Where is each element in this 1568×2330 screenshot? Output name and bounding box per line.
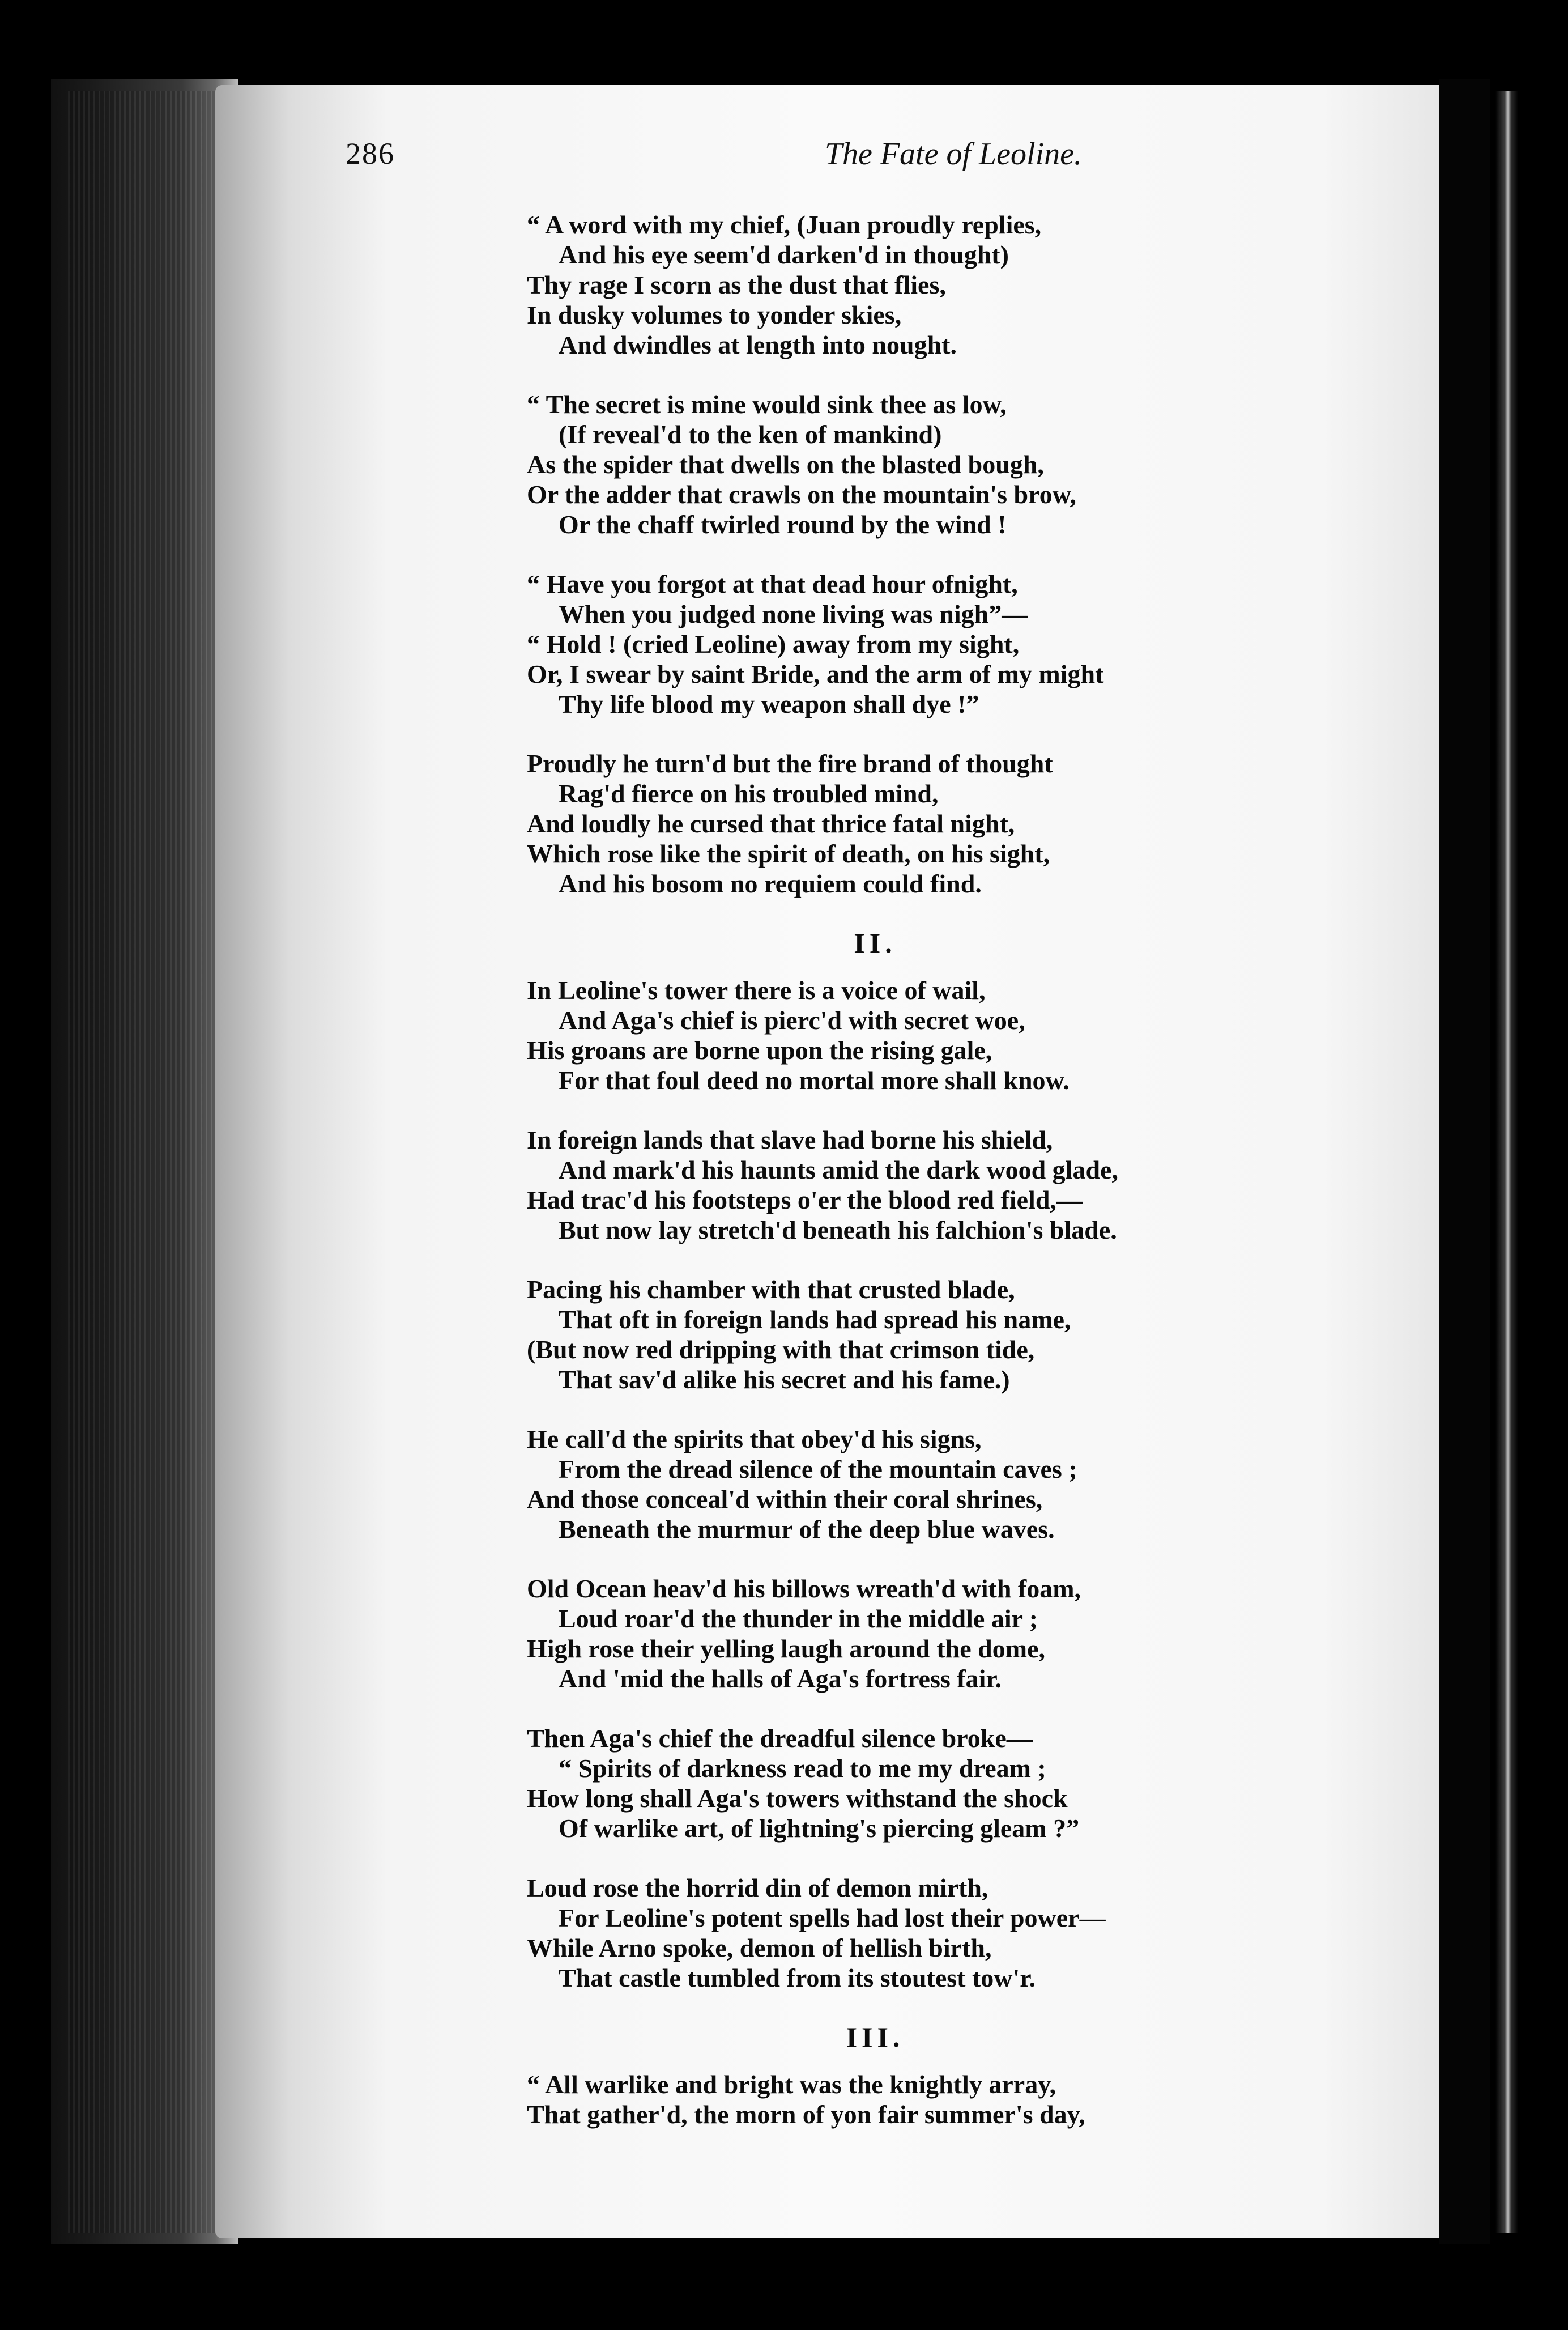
poem-line: Thy life blood my weapon shall dye !” [559, 690, 979, 718]
poem-line: And his eye seem'd darken'd in thought) [559, 240, 1009, 269]
poem-line: Had trac'd his footsteps o'er the blood red field,— [527, 1185, 1083, 1214]
poem-line: In foreign lands that slave had borne his shield, [527, 1125, 1053, 1154]
poem-line: Or, I swear by saint Bride, and the arm of my might [527, 660, 1104, 688]
stanza [527, 1723, 1258, 1843]
poem-line: Then Aga's chief the dreadful silence broke— [527, 1724, 1033, 1753]
poem-line: And his bosom no requiem could find. [559, 869, 982, 898]
running-title: The Fate of Leoline. [824, 137, 1082, 172]
stanza [527, 210, 1258, 360]
poem-line: “ Spirits of darkness read to me my dream ; [559, 1754, 1046, 1783]
stanza [527, 749, 1258, 899]
stanza [527, 569, 1258, 719]
poem-part-3 [527, 2069, 1258, 2129]
poem-line: In Leoline's tower there is a voice of wail, [527, 976, 986, 1005]
page-number: 286 [346, 137, 395, 171]
spine-texture [68, 91, 227, 2233]
poem-line: Rag'd fierce on his troubled mind, [559, 779, 939, 808]
page-header [340, 136, 1082, 181]
poem-line: “ A word with my chief, (Juan proudly replies, [527, 210, 1042, 239]
stanza [527, 389, 1258, 539]
poem-part-1 [527, 210, 1258, 899]
poem-line: Thy rage I scorn as the dust that flies, [527, 270, 946, 299]
poem-body [527, 210, 1258, 2159]
poem-line: He call'd the spirits that obey'd his signs, [527, 1425, 982, 1453]
stanza [527, 1574, 1258, 1694]
next-page-edge [1495, 91, 1518, 2233]
poem-line: But now lay stretch'd beneath his falchion's blade. [559, 1215, 1117, 1244]
poem-line: Old Ocean heav'd his billows wreath'd with foam, [527, 1574, 1081, 1603]
page-right-shadow [1439, 79, 1490, 2244]
poem-line: Or the adder that crawls on the mountain's brow, [527, 480, 1076, 509]
poem-line: Pacing his chamber with that crusted blade, [527, 1275, 1015, 1304]
poem-line: “ All warlike and bright was the knightly array, [527, 2070, 1056, 2099]
poem-line: Proudly he turn'd but the fire brand of thought [527, 749, 1053, 778]
section-heading-3: III. [846, 2021, 905, 2053]
poem-line: While Arno spoke, demon of hellish birth, [527, 1933, 992, 1962]
poem-line: When you judged none living was nigh”— [559, 599, 1028, 628]
poem-line: Loud roar'd the thunder in the middle air ; [559, 1604, 1038, 1633]
stanza [527, 1274, 1258, 1394]
poem-line: That gather'd, the morn of yon fair summer's day, [527, 2100, 1085, 2129]
poem-line: Which rose like the spirit of death, on his sight, [527, 839, 1050, 868]
stanza [527, 2069, 1258, 2129]
stanza [527, 1424, 1258, 1544]
poem-line: As the spider that dwells on the blasted bough, [527, 450, 1044, 479]
poem-line: High rose their yelling laugh around the dome, [527, 1634, 1045, 1663]
poem-line: (But now red dripping with that crimson tide, [527, 1335, 1035, 1364]
poem-line: That oft in foreign lands had spread his name, [559, 1305, 1071, 1334]
poem-line: “ Have you forgot at that dead hour ofnight, [527, 569, 1018, 598]
poem-line: And Aga's chief is pierc'd with secret woe, [559, 1006, 1025, 1035]
stanza [527, 1125, 1258, 1245]
poem-line: In dusky volumes to yonder skies, [527, 300, 902, 329]
poem-line: From the dread silence of the mountain caves ; [559, 1455, 1077, 1483]
poem-line: And loudly he cursed that thrice fatal night, [527, 809, 1015, 838]
stanza [527, 1873, 1258, 1993]
poem-line: And 'mid the halls of Aga's fortress fair. [559, 1664, 1002, 1693]
poem-line: How long shall Aga's towers withstand the shock [527, 1784, 1068, 1813]
poem-part-2 [527, 975, 1258, 1993]
poem-line: Loud rose the horrid din of demon mirth, [527, 1873, 988, 1902]
poem-line: And mark'd his haunts amid the dark wood glade, [559, 1155, 1118, 1184]
poem-line: “ The secret is mine would sink thee as low, [527, 390, 1007, 419]
poem-line: And those conceal'd within their coral shrines, [527, 1485, 1043, 1513]
poem-line: (If reveal'd to the ken of mankind) [559, 420, 942, 449]
poem-line: For that foul deed no mortal more shall know. [559, 1066, 1070, 1095]
poem-line: Beneath the murmur of the deep blue waves. [559, 1515, 1055, 1544]
poem-line: “ Hold ! (cried Leoline) away from my sight, [527, 630, 1020, 658]
poem-line: That sav'd alike his secret and his fame.) [559, 1365, 1010, 1394]
section-heading-2: II. [854, 927, 897, 959]
poem-line: His groans are borne upon the rising gale, [527, 1036, 992, 1065]
poem-line: Or the chaff twirled round by the wind ! [559, 510, 1007, 539]
stanza [527, 975, 1258, 1095]
poem-line: That castle tumbled from its stoutest tow'r. [559, 1963, 1036, 1992]
poem-line: And dwindles at length into nought. [559, 330, 957, 359]
poem-line: For Leoline's potent spells had lost their power— [559, 1903, 1106, 1932]
poem-line: Of warlike art, of lightning's piercing gleam ?” [559, 1814, 1080, 1843]
